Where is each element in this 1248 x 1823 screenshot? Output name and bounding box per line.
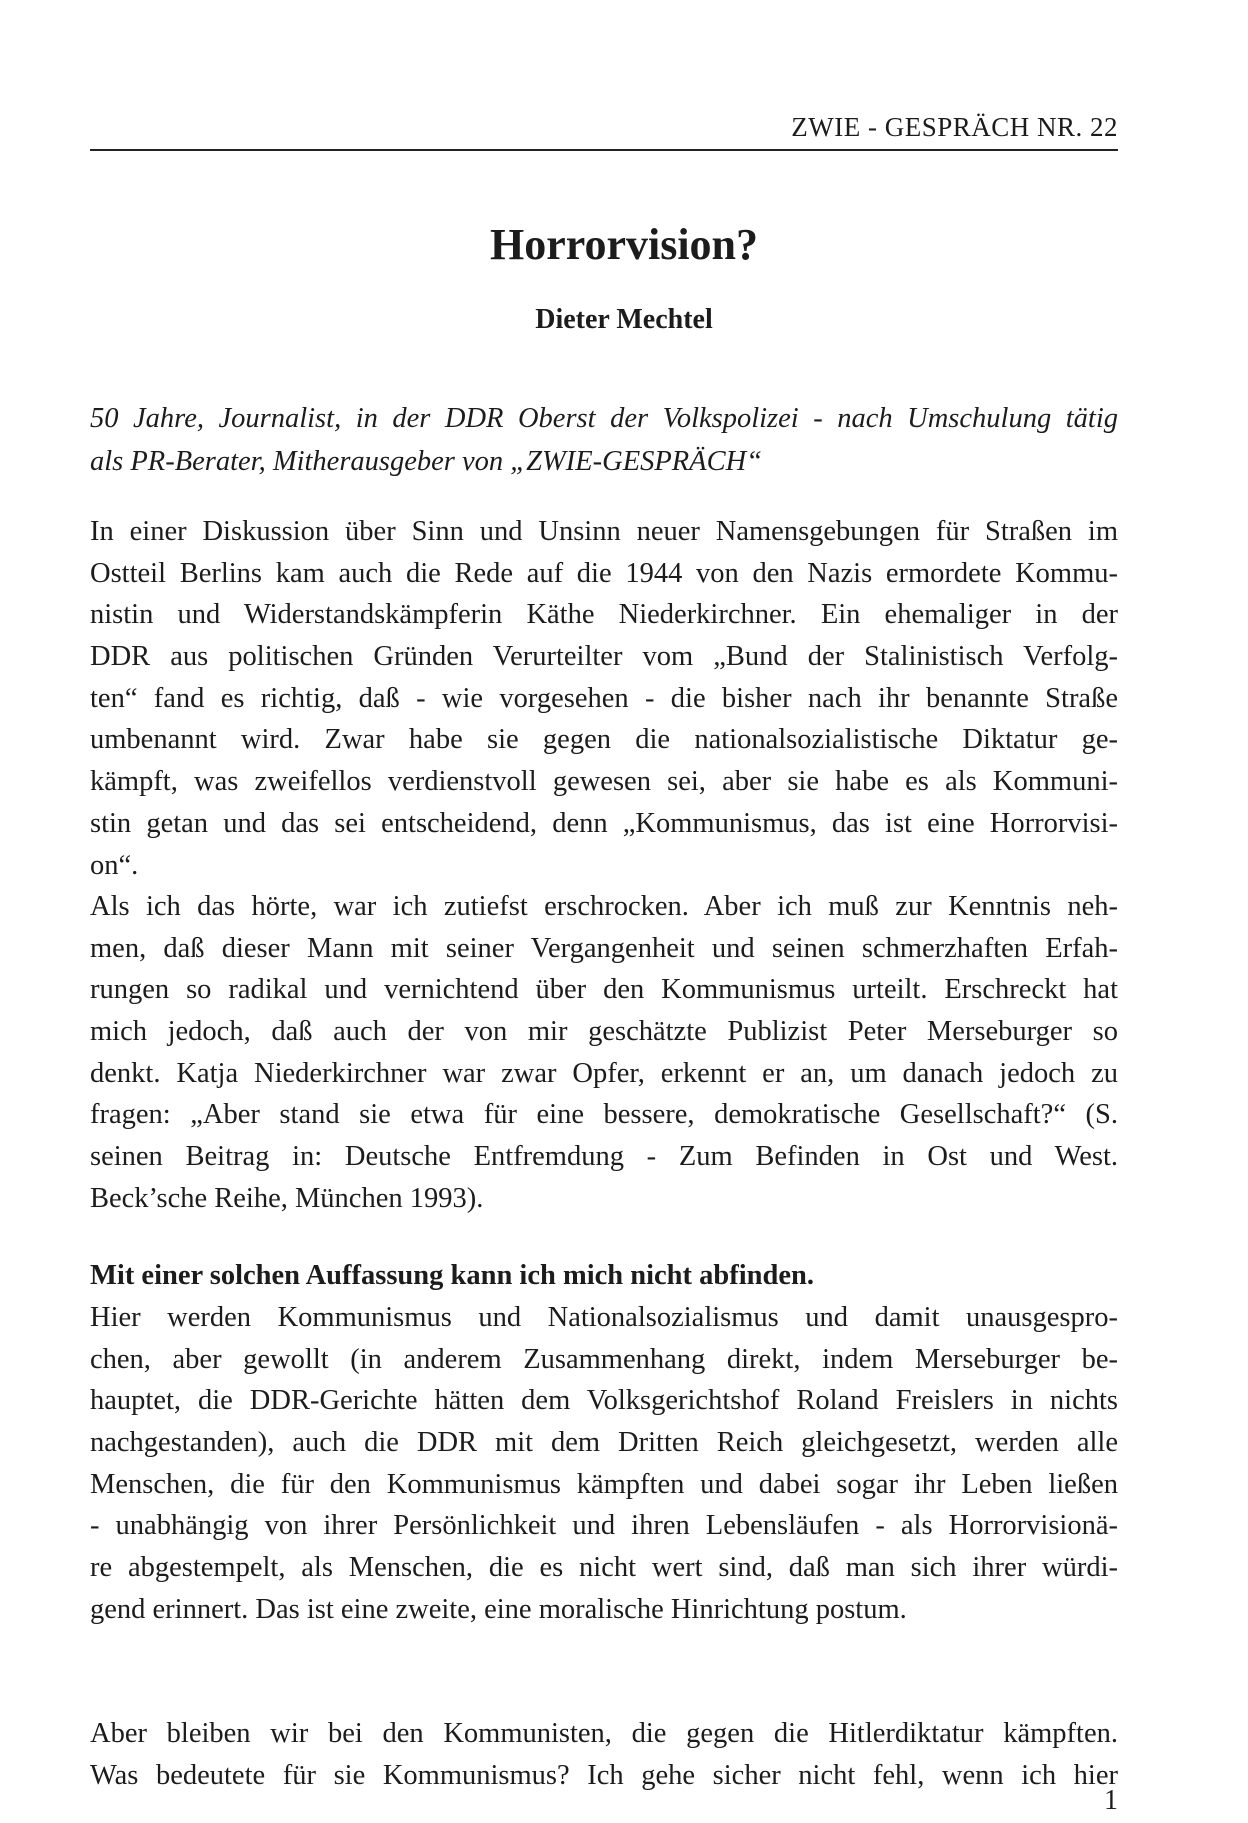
text-line: fragen: „Aber stand sie etwa für eine bessere, demokratische Gesellschaft?“ (S. — [90, 1099, 1118, 1131]
page-number: 1 — [1104, 1785, 1118, 1816]
author-name: Dieter Mechtel — [535, 304, 713, 335]
author-note-line: 50 Jahre, Journalist, in der DDR Oberst der Volkspolizei - nach Umschulung tätig — [90, 403, 1118, 434]
bold-statement-text: Mit einer solchen Auffassung kann ich mich nicht abfinden. — [90, 1260, 814, 1291]
author-note — [90, 397, 1118, 483]
paragraph-4 — [90, 1713, 1118, 1796]
text-line: stin getan und das sei entscheidend, denn „Kommunismus, das ist eine Horrorvisi- — [90, 807, 1118, 839]
text-line: umbenannt wird. Zwar habe sie gegen die nationalsozialistische Diktatur ge- — [90, 724, 1118, 756]
text-line: seinen Beitrag in: Deutsche Entfremdung - Zum Befinden in Ost und West. — [90, 1141, 1118, 1173]
text-line: Beck’sche Reihe, München 1993). — [90, 1182, 484, 1214]
text-line: hauptet, die DDR-Gerichte hätten dem Volksgerichtshof Roland Freislers in nichts — [90, 1385, 1118, 1417]
text-line: gend erinnert. Das ist eine zweite, eine moralische Hinrichtung postum. — [90, 1593, 907, 1625]
text-line: DDR aus politischen Gründen Verurteilter vom „Bund der Stalinistisch Verfolg- — [90, 641, 1118, 673]
header-rule — [90, 149, 1118, 151]
text-line: kämpft, was zweifellos verdienstvoll gewesen sei, aber sie habe es als Kommuni- — [90, 766, 1118, 798]
author-note-line: als PR-Berater, Mitherausgeber von „ZWIE-GESPRÄCH“ — [90, 446, 763, 477]
text-line: re abgestempelt, als Menschen, die es nicht wert sind, daß man sich ihrer würdi- — [90, 1552, 1118, 1584]
paragraph-2 — [90, 886, 1118, 1220]
text-line: - unabhängig von ihrer Persönlichkeit und ihren Lebensläufen - als Horrorvisionä- — [90, 1510, 1118, 1542]
text-line: on“. — [90, 849, 139, 881]
text-line: Hier werden Kommunismus und Nationalsozialismus und damit unausgespro- — [90, 1302, 1118, 1333]
text-line: denkt. Katja Niederkirchner war zwar Opfer, erkennt er an, um danach jedoch zu — [90, 1057, 1118, 1089]
text-line: mich jedoch, daß auch der von mir geschätzte Publizist Peter Merseburger so — [90, 1016, 1118, 1048]
text-line: rungen so radikal und vernichtend über den Kommunismus urteilt. Erschreckt hat — [90, 974, 1118, 1006]
paragraph-3 — [90, 1297, 1118, 1631]
text-line: nachgestanden), auch die DDR mit dem Dritten Reich gleichgesetzt, werden alle — [90, 1427, 1118, 1459]
article-title: Horrorvision? — [489, 220, 759, 269]
text-line: ten“ fand es richtig, daß - wie vorgesehen - die bisher nach ihr benannte Straße — [90, 682, 1118, 714]
paragraph-1 — [90, 511, 1118, 886]
text-line: Als ich das hörte, war ich zutiefst erschrocken. Aber ich muß zur Kenntnis neh- — [90, 891, 1118, 922]
text-line: Menschen, die für den Kommunismus kämpften und dabei sogar ihr Leben ließen — [90, 1468, 1118, 1500]
text-line: In einer Diskussion über Sinn und Unsinn neuer Namensgebungen für Straßen im — [90, 516, 1118, 547]
text-line: Aber bleiben wir bei den Kommunisten, die gegen die Hitlerdiktatur kämpften. — [90, 1718, 1118, 1749]
bold-statement — [90, 1255, 1118, 1297]
text-line: Ostteil Berlins kam auch die Rede auf die 1944 von den Nazis ermordete Kommu- — [90, 557, 1118, 589]
text-line: Was bedeutete für sie Kommunismus? Ich gehe sicher nicht fehl, wenn ich hier — [90, 1759, 1118, 1791]
running-head: ZWIE - GESPRÄCH NR. 22 — [791, 112, 1118, 142]
text-line: chen, aber gewollt (in anderem Zusammenhang direkt, indem Merseburger be- — [90, 1343, 1118, 1375]
text-line: nistin und Widerstandskämpferin Käthe Niederkirchner. Ein ehemaliger in der — [90, 599, 1118, 631]
text-line: men, daß dieser Mann mit seiner Vergangenheit und seinen schmerzhaften Erfah- — [90, 932, 1118, 964]
